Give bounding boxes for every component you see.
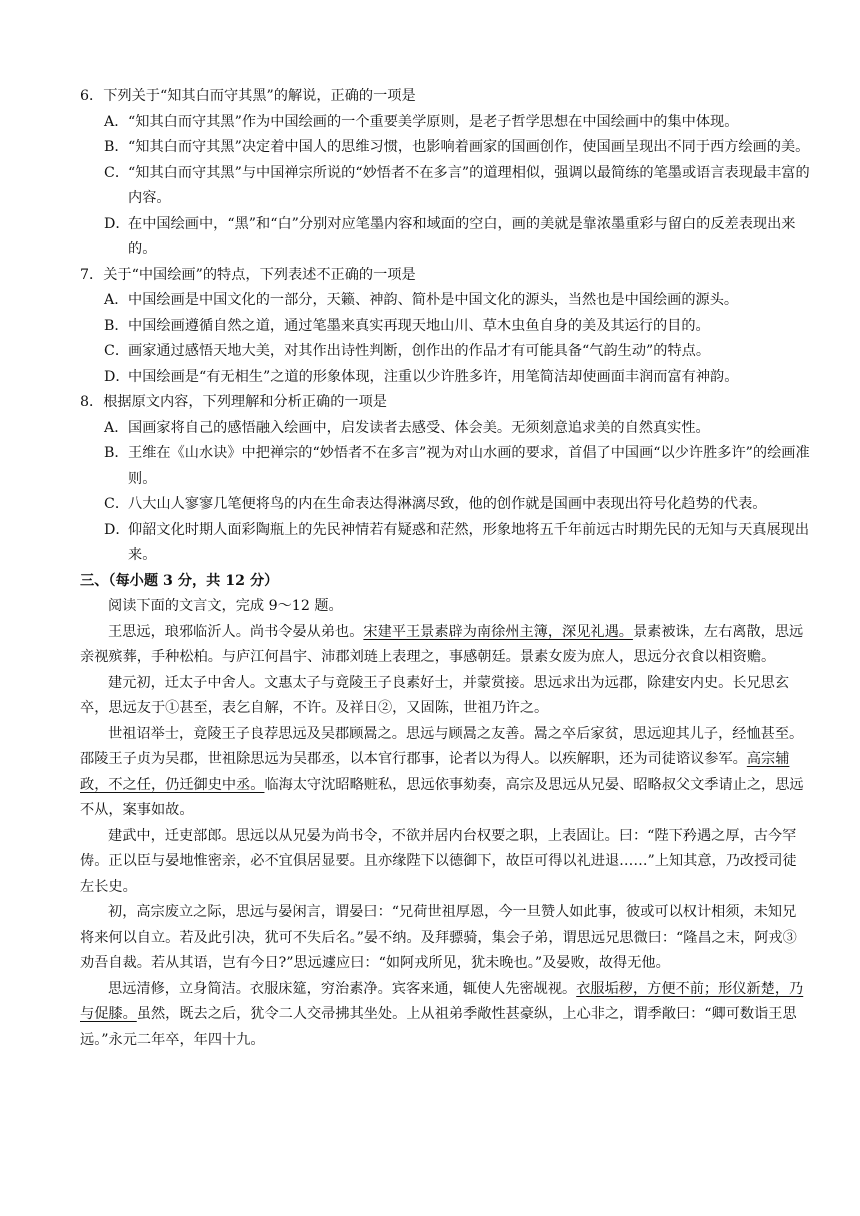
- underlined-sentence: 高宗辅政，不之任，仍迁御史中丞。: [80, 751, 790, 793]
- option-c[interactable]: C．画家通过感悟天地大美，对其作出诗性判断，创作出的作品才有可能具备“气韵生动”的特点。: [104, 343, 711, 359]
- passage-paragraph-4: 建武中，迁吏部郎。思远以从兄晏为尚书令，不欲并居内台权要之职，上表固让。曰：“陛下矜遇之厚，古今罕俦。正以臣与晏地惟密亲，必不宜俱居显要。且亦缘陛下以德御下，故臣可得以礼进退……”上知其意，乃改授司徒左长史。: [80, 827, 797, 895]
- option-b[interactable]: B．“知其白而守其黑”决定着中国人的思维习惯，也影响着画家的国画创作，使国画呈现出不同于西方绘画的美。: [104, 139, 810, 155]
- question-title: 8．根据原文内容，下列理解和分析正确的一项是: [80, 394, 387, 410]
- option-d[interactable]: D．中国绘画是“有无相生”之道的形象体现，注重以少许胜多许，用笔简洁却使画面丰润而富有神韵。: [104, 368, 739, 385]
- option-d[interactable]: D．仰韶文化时期人面彩陶瓶上的先民神情若有疑惑和茫然，形象地将五千年前远古时期先民的无知与天真展现出来。: [104, 521, 810, 563]
- passage-paragraph-1: 王思远，琅邪临沂人。尚书令晏从弟也。宋建平王景素辟为南徐州主簿，深见礼遇。景素被诛，左右离散，思远亲视殡葬，手种松柏。与庐江何昌宇、沛郡刘琏上表理之，事感朝廷。景素女废为庶人，思远分衣食以相资赡。: [80, 623, 804, 665]
- question-6: [80, 84, 810, 263]
- passage-paragraph-2: 建元初，迁太子中舍人。文惠太子与竟陵王子良素好士，并蒙赏接。思远求出为远郡，除建安内史。长兄思玄卒，思远友于①甚至，表乞自解，不许。及祥日②，又固陈，世祖乃许之。: [80, 674, 790, 716]
- question-7: [80, 263, 810, 391]
- option-a[interactable]: A．“知其白而守其黑”作为中国绘画的一个重要美学原则，是老子哲学思想在中国绘画中的集中体现。: [104, 113, 739, 130]
- question-title: 7．关于“中国绘画”的特点，下列表述不正确的一项是: [80, 266, 416, 283]
- option-c[interactable]: C．“知其白而守其黑”与中国禅宗所说的“妙悟者不在多言”的道理相似，强调以最简练的笔墨或语言表现最丰富的内容。: [104, 164, 810, 206]
- question-8: [80, 390, 810, 569]
- option-d[interactable]: D．在中国绘画中，“黑”和“白”分别对应笔墨内容和域面的空白，画的美就是靠浓墨重彩与留白的反差表现出来的。: [104, 215, 796, 257]
- underlined-sentence: 宋建平王景素辟为南徐州主簿，深见礼遇。: [363, 623, 633, 640]
- option-a[interactable]: A．中国绘画是中国文化的一部分，天籁、神韵、简朴是中国文化的源头，当然也是中国绘画的源头。: [104, 292, 739, 308]
- option-b[interactable]: B．中国绘画遵循自然之道，通过笔墨来真实再现天地山川、草木虫鱼自身的美及其运行的目的。: [104, 317, 710, 334]
- section-instruction: 阅读下面的文言文，完成 9～12 题。: [108, 598, 343, 614]
- option-b[interactable]: B．王维在《山水诀》中把禅宗的“妙悟者不在多言”视为对山水画的要求，首倡了中国画“以少许胜多许”的绘画准则。: [104, 445, 810, 487]
- question-title: 6．下列关于“知其白而守其黑”的解说，正确的一项是: [80, 88, 416, 104]
- option-a[interactable]: A．国画家将自己的感悟融入绘画中，启发读者去感受、体会美。无须刻意追求美的自然真实性。: [104, 419, 710, 436]
- passage-paragraph-5: 初，高宗废立之际，思远与晏闲言，谓晏曰：“兄荷世祖厚恩，今一旦赞人如此事，彼或可以权计相须，未知兄将来何以自立。若及此引决，犹可不失后名。”晏不纳。及拜骠骑，集会子弟，谓思远兄思微曰：“隆昌之末，阿戎③劝吾自裁。若从其语，岂有今日?”思远遽应曰：“如阿戎所见，犹未晚也。”及晏败，故得无他。: [80, 904, 797, 971]
- section-title: 三、（每小题 3 分，共 12 分）: [80, 572, 279, 589]
- passage-paragraph-3: 世祖诏举士，竟陵王子良荐思远及吴郡顾暠之。思远与顾暠之友善。暠之卒后家贫，思远迎其儿子，经恤甚至。邵陵王子贞为吴郡，世祖除思远为吴郡丞，以本官行郡事，论者以为得人。以疾解职，还为司徒谘议参军。高宗辅政，不之任，仍迁御史中丞。临海太守沈昭略赃私，思远依事劾奏，高宗及思远从兄晏、昭略叔父文季请止之，思远不从，案事如故。: [80, 725, 804, 818]
- passage-paragraph-6: 思远清修，立身简洁。衣服床筵，穷治素净。宾客来通，辄使人先密觇视。衣服垢秽，方便不前；形仪新楚，乃与促膝。虽然，既去之后，犹令二人交帚拂其坐处。上从祖弟季敞性甚豪纵，上心非之，谓季敞曰：“卿可数诣王思远。”永元二年卒，年四十九。: [80, 980, 804, 1048]
- option-c[interactable]: C．八大山人寥寥几笔便将鸟的内在生命表达得淋漓尽致，他的创作就是国画中表现出符号化趋势的代表。: [104, 496, 767, 512]
- underlined-sentence: 衣服垢秽，方便不前；形仪新楚，乃与促膝。: [80, 980, 804, 1022]
